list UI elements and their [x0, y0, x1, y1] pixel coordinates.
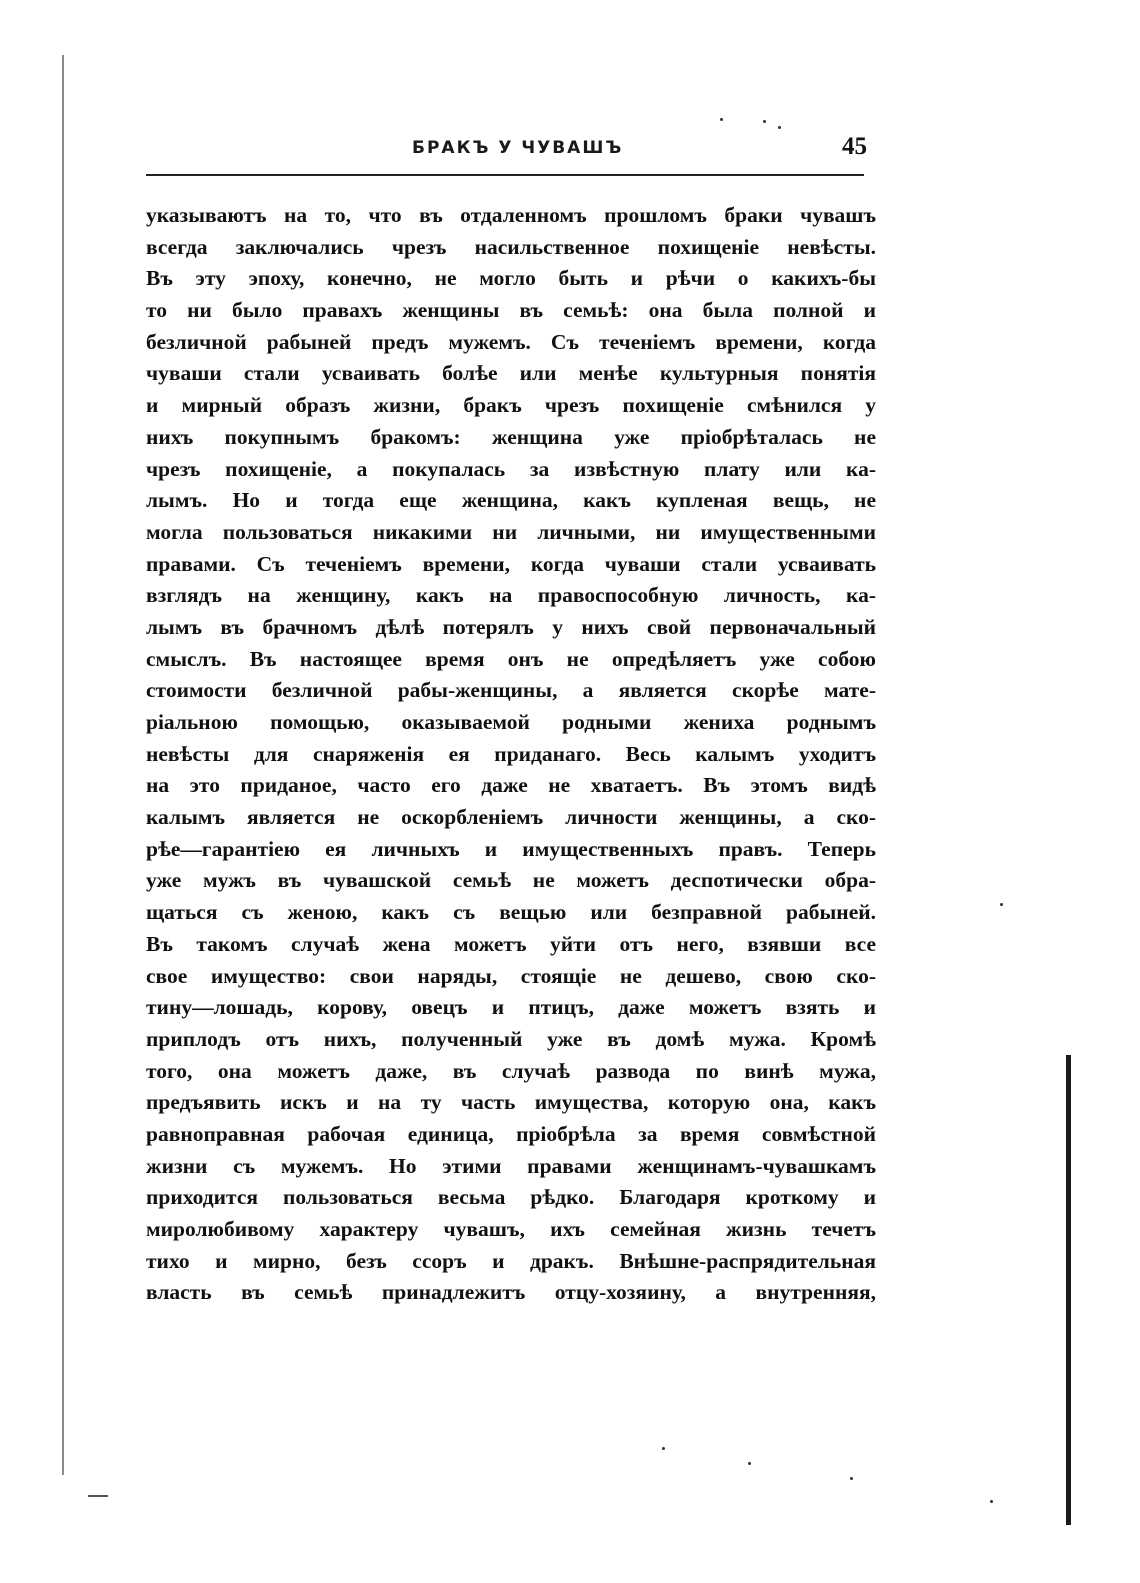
- text-line: безличной рабыней предъ мужемъ. Съ теченіемъ времени, когда: [146, 329, 876, 354]
- text-line: могла пользоваться никакими ни личными, ни имущественными: [146, 519, 876, 544]
- text-line: смыслъ. Въ настоящее время онъ не опредѣляетъ уже собою: [146, 646, 876, 671]
- text-line: приплодъ отъ нихъ, полученный уже въ домѣ мужа. Кромѣ: [146, 1026, 876, 1051]
- scan-speck: [720, 118, 723, 121]
- text-line: рѣе—гарантіею ея личныхъ и имущественныхъ правъ. Теперь: [146, 836, 876, 861]
- text-line: невѣсты для снаряженія ея приданаго. Весь калымъ уходитъ: [146, 741, 876, 766]
- text-line: приходится пользоваться весьма рѣдко. Благодаря кроткому и: [146, 1185, 876, 1210]
- scan-speck: [763, 120, 766, 123]
- text-line: жизни съ мужемъ. Но этими правами женщинамъ-чувашкамъ: [146, 1153, 876, 1178]
- scan-right-edge: [1066, 1055, 1071, 1525]
- text-line: равноправная рабочая единица, пріобрѣла за время совмѣстной: [146, 1121, 876, 1146]
- text-line: правами. Съ теченіемъ времени, когда чуваши стали усваивать: [146, 551, 876, 576]
- text-line: миролюбивому характеру чувашъ, ихъ семейная жизнь течетъ: [146, 1217, 876, 1241]
- text-line: щаться съ женою, какъ съ вещью или безправной рабыней.: [146, 900, 876, 925]
- text-line: чуваши стали усваивать болѣе или менѣе культурныя понятія: [146, 361, 876, 386]
- body-text: [146, 200, 876, 1309]
- text-line: лымъ въ брачномъ дѣлѣ потерялъ у нихъ свой первоначальный: [146, 614, 876, 639]
- header-rule: [146, 174, 864, 176]
- text-line: тихо и мирно, безъ ссоръ и дракъ. Внѣшне-распрядительная: [146, 1248, 876, 1273]
- text-line: Въ эту эпоху, конечно, не могло быть и рѣчи о какихъ-бы: [146, 266, 876, 291]
- text-line: на это приданое, часто его даже не хватаетъ. Въ этомъ видѣ: [146, 773, 876, 798]
- scan-speck: [748, 1462, 751, 1465]
- text-line: калымъ является не оскорбленіемъ личности женщины, а ско-: [146, 805, 876, 830]
- scan-speck: [990, 1500, 993, 1503]
- scan-speck: [662, 1447, 665, 1450]
- text-line: свое имущество: свои наряды, стоящіе не дешево, свою ско-: [146, 963, 876, 988]
- scan-speck: [1000, 903, 1003, 906]
- text-line: предъявить искъ и на ту часть имущества, которую она, какъ: [146, 1090, 876, 1115]
- text-line: то ни было правахъ женщины въ семьѣ: она была полной и: [146, 298, 876, 323]
- text-line: стоимости безличной рабы-женщины, а является скорѣе мате-: [146, 678, 876, 703]
- running-title: БРАКЪ У ЧУВАШЪ: [412, 138, 624, 158]
- text-line: ріальною помощью, оказываемой родными жениха роднымъ: [146, 710, 876, 734]
- text-line: лымъ. Но и тогда еще женщина, какъ купленая вещь, не: [146, 488, 876, 513]
- text-line: уже мужъ въ чувашской семьѣ не можетъ деспотически обра-: [146, 868, 876, 893]
- text-line: нихъ покупнымъ бракомъ: женщина уже пріобрѣталась не: [146, 424, 876, 449]
- text-line: тину—лошадь, корову, овецъ и птицъ, даже можетъ взять и: [146, 995, 876, 1020]
- text-line: указываютъ на то, что въ отдаленномъ прошломъ браки чувашъ: [146, 203, 876, 227]
- text-line: взглядъ на женщину, какъ на правоспособную личность, ка-: [146, 583, 876, 608]
- page-number: 45: [842, 133, 867, 160]
- text-line: Въ такомъ случаѣ жена можетъ уйти отъ него, взявши все: [146, 931, 876, 956]
- text-line: чрезъ похищеніе, а покупалась за извѣстную плату или ка-: [146, 456, 876, 481]
- text-line: всегда заключались чрезъ насильственное похищеніе невѣсты.: [146, 234, 876, 259]
- scan-speck: [850, 1477, 853, 1480]
- text-line: власть въ семьѣ принадлежитъ отцу-хозяину, а внутренняя,: [146, 1280, 876, 1305]
- scan-speck: [778, 126, 781, 129]
- scan-left-edge: [62, 55, 64, 1475]
- scan-mark: [88, 1495, 108, 1497]
- text-line: того, она можетъ даже, въ случаѣ развода по винѣ мужа,: [146, 1058, 876, 1083]
- text-line: и мирный образъ жизни, бракъ чрезъ похищеніе смѣнился у: [146, 393, 876, 418]
